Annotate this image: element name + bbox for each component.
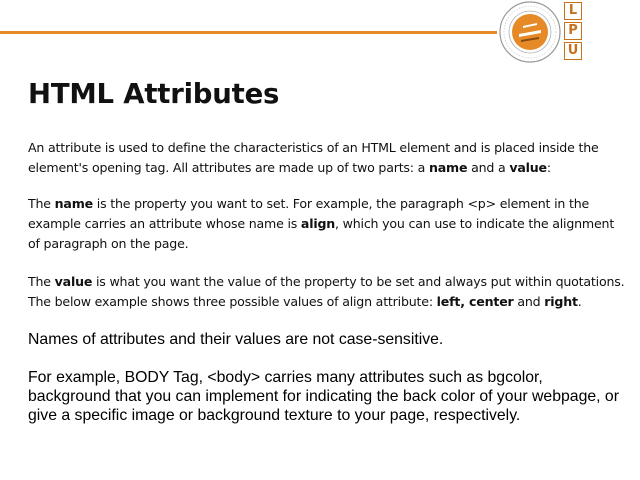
p1-text-c: : (546, 160, 551, 175)
logo-letter-p: P (564, 22, 582, 40)
logo-letter-u: U (564, 42, 582, 60)
p1-bold-value: value (509, 160, 547, 175)
p1-text-b: and a (467, 160, 510, 175)
p2-text-b: is the property you want to set. For example, the paragraph <p> element in the example carries an attribute whose name is (28, 196, 590, 231)
p2-bold-name: name (54, 196, 93, 211)
header-divider-line (0, 31, 497, 34)
p3-text-c: and (513, 294, 545, 309)
slide-title: HTML Attributes (28, 78, 280, 110)
p2-text-c: , which you can use to indicate the alignment of paragraph on the page. (28, 216, 615, 251)
case-sensitivity-note: Names of attributes and their values are not case-sensitive. (28, 331, 444, 348)
p3-text-b: is what you want the value of the property to be set and always put within quotations. The below example shows three possible values of align attribute: (28, 274, 625, 309)
lpu-letters (564, 2, 582, 62)
p3-bold-right: right (544, 294, 578, 309)
body-tag-example-note: For example, BODY Tag, <body> carries many attributes such as bgcolor, background that you can implement for indicating the back color of your webpage, or give a specific image or background texture to your page, respectively. (28, 369, 619, 424)
p2-bold-align: align (300, 216, 336, 231)
paragraph-name-explanation (28, 194, 628, 254)
p2-text-a: The (28, 196, 55, 211)
paragraph-attribute-definition (28, 138, 628, 178)
university-emblem-icon (497, 0, 563, 64)
p3-bold-left-center: left, center (436, 294, 514, 309)
p1-text-a: An attribute is used to define the characteristics of an HTML element and is placed inside the element's opening tag. All attributes are made up of two parts: a (28, 140, 599, 175)
p3-text-d: . (577, 294, 582, 309)
p3-bold-value: value (54, 274, 93, 289)
p1-bold-name: name (428, 160, 468, 175)
p3-text-a: The (28, 274, 55, 289)
paragraph-value-explanation (28, 272, 628, 312)
logo-letter-l: L (564, 2, 582, 20)
